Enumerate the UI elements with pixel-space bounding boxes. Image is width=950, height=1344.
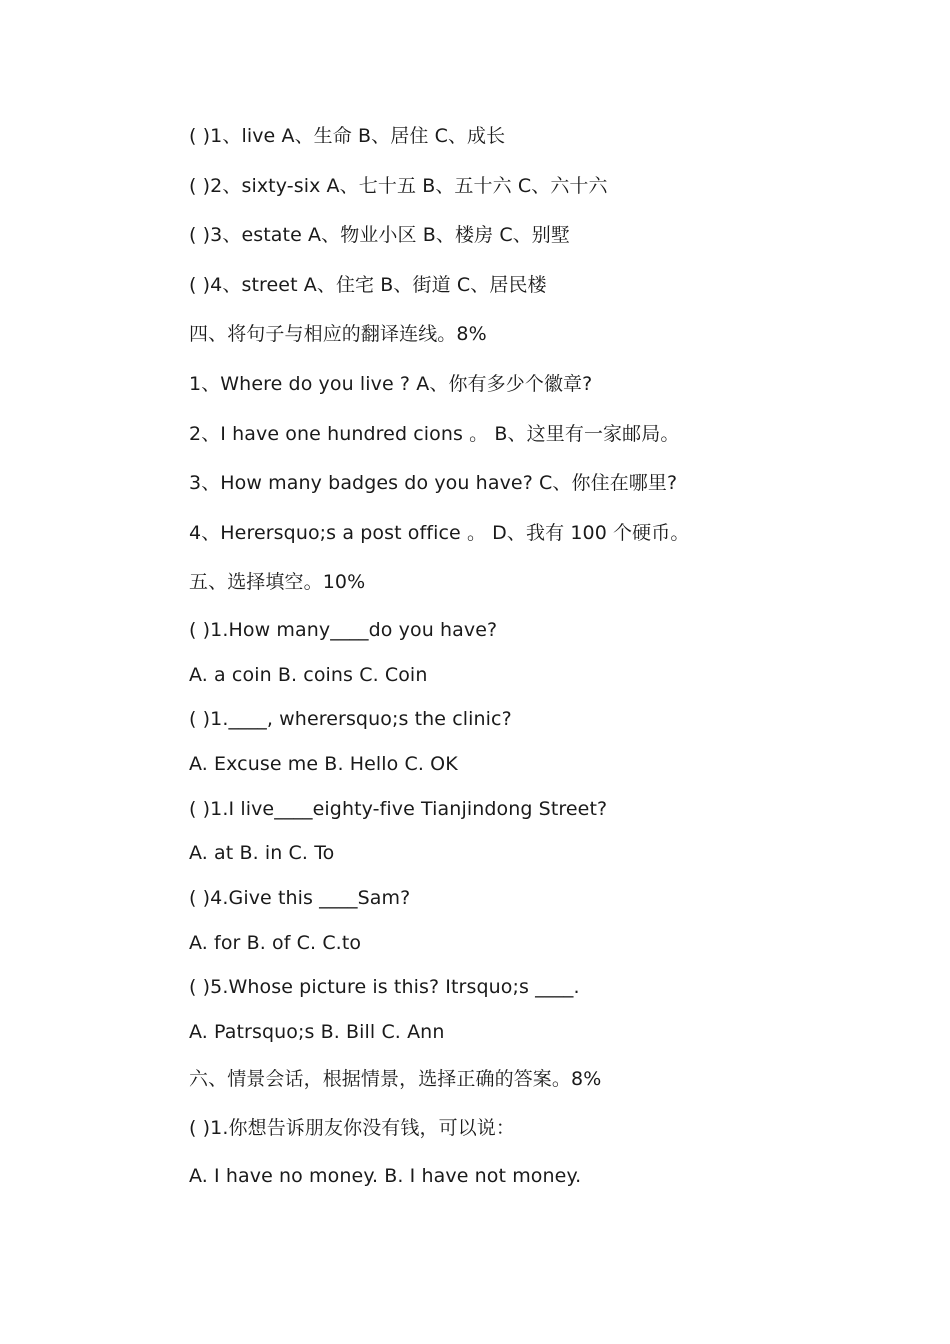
q3-item-3: ( )3、estate A、物业小区 B、楼房 C、别墅 [189,224,570,246]
q3-item-1: ( )1、live A、生命 B、居住 C、成长 [189,125,506,147]
dialogue-q1: ( )1.你想告诉朋友你没有钱，可以说： [189,1117,515,1139]
choice-q1: ( )1.How many____do you have? [189,619,498,641]
q3-item-2: ( )2、sixty-six A、七十五 B、五十六 C、六十六 [189,175,608,197]
section-4-heading: 四、将句子与相应的翻译连线。8% [189,323,487,345]
section-5-heading: 五、选择填空。10% [189,571,366,593]
choice-q5-options: A. Patrsquo;s B. Bill C. Ann [189,1021,445,1043]
dialogue-q1-options: A. I have no money. B. I have not money. [189,1165,582,1187]
match-item-2: 2、I have one hundred cions 。 B、这里有一家邮局。 [189,423,680,445]
choice-q3: ( )1.I live____eighty-five Tianjindong Street? [189,798,608,820]
choice-q5: ( )5.Whose picture is this? Itrsquo;s ____. [189,976,580,998]
match-item-1: 1、Where do you live ? A、你有多少个徽章? [189,373,593,395]
section-6-heading: 六、情景会话，根据情景，选择正确的答案。8% [189,1068,602,1090]
choice-q2: ( )1.____, wherersquo;s the clinic? [189,708,512,730]
choice-q4-options: A. for B. of C. C.to [189,932,362,954]
choice-q1-options: A. a coin B. coins C. Coin [189,664,428,686]
choice-q4: ( )4.Give this ____Sam? [189,887,411,909]
q3-item-4: ( )4、street A、住宅 B、街道 C、居民楼 [189,274,547,296]
choice-q3-options: A. at B. in C. To [189,842,335,864]
choice-q2-options: A. Excuse me B. Hello C. OK [189,753,458,775]
match-item-4: 4、Herersquo;s a post office 。 D、我有 100 个硬币。 [189,522,690,544]
match-item-3: 3、How many badges do you have? C、你住在哪里? [189,472,678,494]
